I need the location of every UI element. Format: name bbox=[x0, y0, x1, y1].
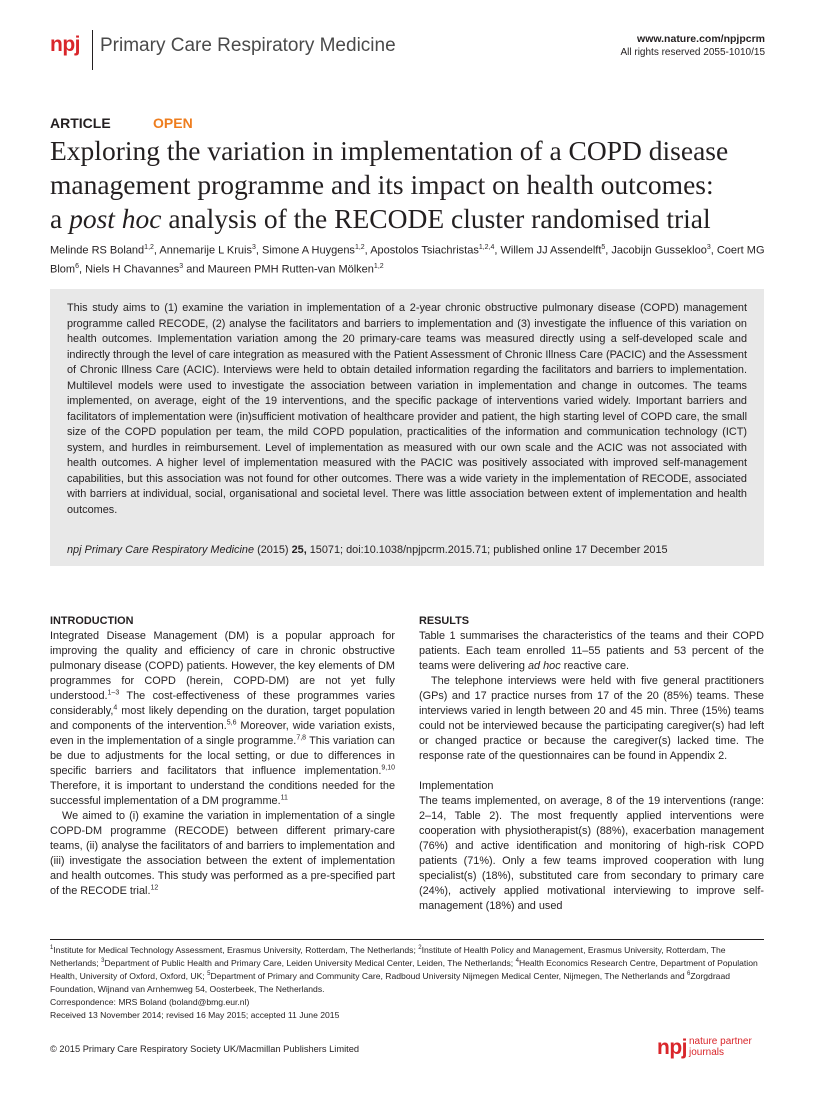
ref-sup[interactable]: 7,8 bbox=[296, 734, 307, 742]
intro-text: This variation can be due to adjustments for the local setting, or due to differences in specific barriers and facilitators that influence implementation. bbox=[50, 735, 395, 777]
author-name[interactable]: Niels H Chavannes bbox=[85, 263, 180, 276]
title-line-2: management programme and its impact on health outcomes: bbox=[50, 169, 714, 200]
ref-sup[interactable]: 1–3 bbox=[107, 689, 120, 697]
rights-text: All rights reserved 2055-1010/15 bbox=[620, 47, 765, 58]
affiliation-text: Zorgdraad Foundation, Wijnand van Arnhemweg 54, Oosterbeek, The Netherlands. bbox=[50, 971, 731, 994]
author-affiliation: 1,2 bbox=[354, 244, 365, 251]
author-name[interactable]: Apostolos Tsiachristas bbox=[370, 244, 479, 257]
citation-journal: npj Primary Care Respiratory Medicine bbox=[67, 544, 255, 556]
implementation-subheading: Implementation bbox=[419, 780, 494, 792]
abstract-text: This study aims to (1) examine the variation in implementation of a 2-year chronic obstructive pulmonary disease (COPD) management programme called RECODE, (2) analyse the facilitators and barriers to implementation and (3) investigate the influence of this variation on health outcomes. Implementation variation among the 20 primary-care teams was measured directly using a self-developed scale and indirectly through the level of care integration as measured with the Patient Assessment of Chronic Illness Care (PACIC) and the Assessment of Chronic Illness Care (ACIC). Interviews were held to obtain detailed information regarding the facilitators and barriers to implementation. Multilevel models were used to investigate the association between variation in implementation and change in outcomes. The teams implemented, on average, eight of the 19 interventions, and the specific package of interventions varied widely. Important barriers and facilitators of implementation were (in)sufficient motivation of healthcare provider and patient, the high starting level of COPD care, the small size of the COPD population per team, the mild COPD population, practicalities of the information and communication technology (ICT) system, and hurdles in reimbursement. Level of implementation as measured with our own scale and the ACIC was not associated with health outcomes. A higher level of implementation measured with the PACIC was positively associated with improved self-management capabilities, but this association was not found for other outcomes. There was a wide variety in the implementation of RECODE, associated with barriers at individual, social, organisational and societal level. There was little association between extent of implementation and health outcomes. bbox=[67, 302, 747, 516]
correspondence: Correspondence: MRS Boland (boland@bmg.eur.nl) bbox=[50, 997, 250, 1007]
journal-name: Primary Care Respiratory Medicine bbox=[100, 35, 396, 56]
author-affiliation: 1,2,4 bbox=[478, 244, 495, 251]
header-divider bbox=[92, 30, 93, 70]
results-p1-italic: ad hoc bbox=[527, 660, 561, 672]
ref-sup[interactable]: 11 bbox=[280, 794, 288, 802]
ref-sup[interactable]: 9,10 bbox=[381, 764, 395, 772]
citation bbox=[67, 544, 757, 556]
author-name[interactable]: Simone A Huygens bbox=[261, 244, 355, 257]
author-affiliation: 1,2 bbox=[373, 262, 384, 270]
citation-year: (2015) bbox=[257, 544, 289, 556]
author-name[interactable]: Coert MG Blom bbox=[50, 244, 765, 276]
results-p1-post: reactive care. bbox=[560, 660, 630, 672]
ref-sup[interactable]: 4 bbox=[113, 704, 118, 712]
author-name[interactable]: Annemarije L Kruis bbox=[159, 244, 252, 257]
results-heading: RESULTS bbox=[419, 615, 470, 627]
affiliation-number: 4 bbox=[515, 958, 519, 965]
affiliations bbox=[50, 944, 766, 996]
intro-text: The cost-effectiveness of these programmes varies considerably, bbox=[50, 690, 395, 717]
affiliation-text: Department of Primary and Community Care, Radboud University Nijmegen Medical Center, Nijmegen, The Netherlands and bbox=[210, 971, 688, 981]
affiliation-number: 2 bbox=[418, 945, 422, 952]
intro-text: most likely depending on the duration, target population and components of the intervention. bbox=[50, 705, 395, 732]
received-dates: Received 13 November 2014; revised 16 May 2015; accepted 11 June 2015 bbox=[50, 1010, 340, 1020]
copyright: © 2015 Primary Care Respiratory Society UK/Macmillan Publishers Limited bbox=[50, 1044, 360, 1054]
header-right bbox=[620, 33, 765, 59]
journal-url[interactable]: www.nature.com/npjpcrm bbox=[637, 33, 765, 45]
intro-text: Therefore, it is important to understand the conditions needed for the successful implementation of a DM programme. bbox=[50, 780, 395, 807]
footnotes bbox=[50, 944, 766, 1022]
author-affiliation: 3 bbox=[179, 262, 184, 270]
author-affiliation: 1,2 bbox=[144, 244, 154, 251]
footnote-rule bbox=[50, 939, 764, 940]
author-name[interactable]: Melinde RS Boland bbox=[50, 244, 145, 257]
title-line-1: Exploring the variation in implementation of a COPD disease bbox=[50, 135, 729, 166]
article-title bbox=[50, 134, 780, 236]
ref-sup[interactable]: 5,6 bbox=[226, 719, 237, 727]
affiliation-number: 1 bbox=[50, 945, 54, 952]
title-line-3-pre: a bbox=[50, 203, 70, 234]
citation-volume: 25, bbox=[291, 544, 307, 556]
title-line-3-post: analysis of the RECODE cluster randomised trial bbox=[161, 203, 711, 234]
citation-rest: 15071; doi:10.1038/npjpcrm.2015.71; published online 17 December 2015 bbox=[309, 544, 668, 556]
intro-text: We aimed to (i) examine the variation in implementation of a single COPD-DM programme (RECODE) between different primary-care teams, (ii) analyse the facilitators of and barriers to implementation and (iii) investigate the association between the extent of implementation and health outcomes. This study was performed as a pre-specified part of the RECODE trial. bbox=[50, 810, 395, 897]
introduction-paragraph-2 bbox=[50, 809, 395, 899]
title-line-3 bbox=[50, 202, 780, 236]
affiliation-number: 3 bbox=[101, 958, 105, 965]
partner-line-2: journals bbox=[689, 1047, 725, 1058]
introduction-paragraph-1 bbox=[50, 629, 395, 809]
author-name[interactable]: Jacobijn Gussekloo bbox=[611, 244, 707, 257]
ref-sup[interactable]: 12 bbox=[150, 884, 159, 892]
author-affiliation: 3 bbox=[251, 244, 256, 251]
introduction-heading: INTRODUCTION bbox=[50, 615, 134, 627]
author-affiliation: 6 bbox=[75, 262, 79, 270]
affiliation-text: Health Economics Research Centre, Department of Population Health, University of Oxford, Oxford, UK; bbox=[50, 958, 758, 981]
npj-logo: npj bbox=[50, 33, 80, 56]
results-paragraph-3: The teams implemented, on average, 8 of the 19 interventions (range: 2–14, Table 2). The most frequently applied interventions were cooperation with physiotherapist(s) (88%), exacerbation management (76%) and active identification and monitoring of high-risk COPD patients (71%). Only a few teams improved cooperation with lung specialist(s) (18%), substituted care from secondary to primary care (24%), actively applied motivational interviewing to improve self-management (18%) and used bbox=[419, 795, 764, 912]
affiliation-number: 6 bbox=[687, 971, 691, 978]
npj-footer-logo: npj bbox=[657, 1036, 687, 1059]
author-list: Melinde RS Boland$^{1,2}$, Annemarije L Kruis$^3$, Simone A Huygens$^{1,2}$, Apostolos Tsiachristas$^{1,2,4}$, Willem JJ Assendelft$^5$, Jacobijn Gussekloo$^3$, Coert MG Blom$^6$, Niels H Chavannes$^3$ and Maureen PMH Rutten-van Mölken$^{1,2}$ bbox=[50, 244, 765, 276]
affiliation-text: Institute for Medical Technology Assessment, Erasmus University, Rotterdam, The Netherlands; bbox=[53, 945, 419, 955]
intro-text: Moreover, wide variation exists, even in the implementation of a single programme. bbox=[50, 720, 395, 747]
introduction-section bbox=[50, 614, 395, 899]
author-affiliation: 5 bbox=[601, 244, 606, 251]
author-name[interactable]: Willem JJ Assendelft bbox=[500, 244, 602, 257]
title-italic: post hoc bbox=[69, 203, 162, 234]
open-access-label: OPEN bbox=[153, 115, 193, 131]
results-paragraph-1 bbox=[419, 629, 764, 674]
results-section bbox=[419, 614, 764, 914]
results-p1-pre: Table 1 summarises the characteristics of the teams and their COPD patients. Each team enrolled 11–55 patients and 53 percent of the teams were delivering bbox=[419, 630, 764, 672]
results-paragraph-2: The telephone interviews were held with five general practitioners (GPs) and 17 practice nurses from 17 of the 20 (85%) teams. These interviews varied in length between 20 and 45 min. Three (15%) teams could not be interviewed because the participating caregiver(s) had left or changed practice or because the caregiver(s) lacked time. The response rate of the questionnaires can be found in Appendix 2. bbox=[419, 675, 764, 762]
affiliation-text: Department of Public Health and Primary Care, Leiden University Medical Center, Leiden, The Netherlands; bbox=[104, 958, 516, 968]
author-affiliation: 3 bbox=[706, 244, 711, 251]
partner-line-1: nature partner bbox=[689, 1036, 752, 1047]
author-name[interactable]: Maureen PMH Rutten-van Mölken bbox=[207, 263, 374, 276]
article-label: ARTICLE bbox=[50, 115, 111, 131]
intro-text: Integrated Disease Management (DM) is a popular approach for improving the quality and efficiency of care in chronic obstructive pulmonary disease (COPD) patients. However, the key elements of DM programmes for COPD (herein, COPD-DM) are not yet fully understood. bbox=[50, 630, 395, 702]
affiliation-text: Institute of Health Policy and Management, Erasmus University, Rotterdam, The Netherlands; bbox=[50, 945, 726, 968]
affiliation-number: 5 bbox=[207, 971, 211, 978]
nature-partner-journals-logo bbox=[689, 1036, 752, 1058]
